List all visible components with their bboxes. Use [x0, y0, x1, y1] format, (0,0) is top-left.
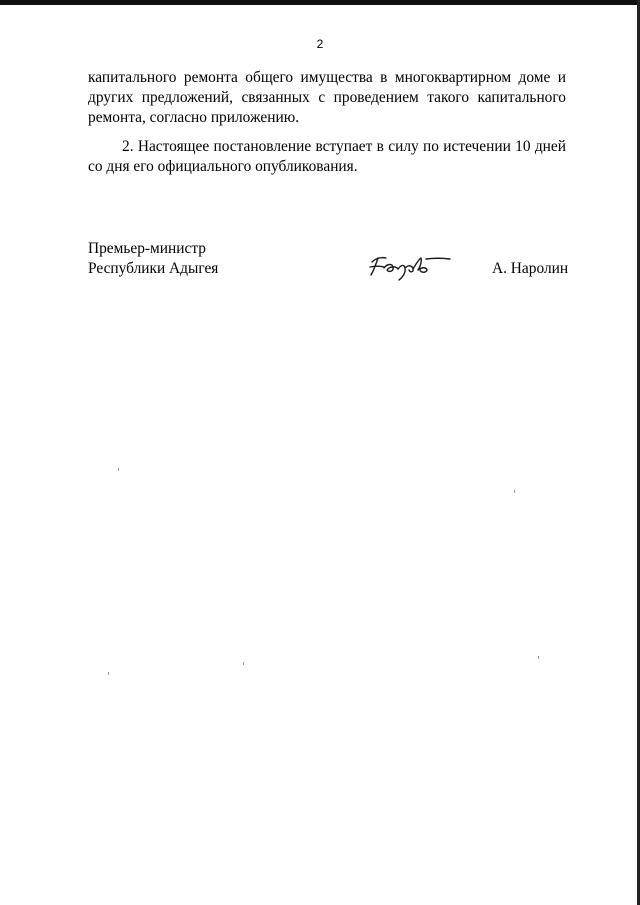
paragraph-effective-date: 2. Настоящее постановление вступает в силу по истечении 10 дней со дня его официального опубликования. — [88, 138, 566, 175]
page-number: 2 — [316, 37, 324, 51]
paragraph-continuation: капитального ремонта общего имущества в многоквартирном доме и других предложений, связанных с проведением такого капитального ремонта, согласно приложению. — [88, 69, 566, 126]
scan-speck — [538, 656, 539, 659]
handwritten-signature — [366, 248, 452, 282]
scan-top-border — [0, 0, 640, 5]
scan-speck — [118, 468, 119, 471]
position-title: Премьер-министр — [88, 240, 206, 257]
scan-speck — [514, 490, 515, 493]
position-region: Республики Адыгея — [88, 260, 219, 277]
signer-name: А. Наролин — [492, 260, 569, 277]
signatory-position — [88, 239, 218, 279]
scan-speck — [243, 662, 244, 665]
scan-speck — [108, 672, 109, 675]
